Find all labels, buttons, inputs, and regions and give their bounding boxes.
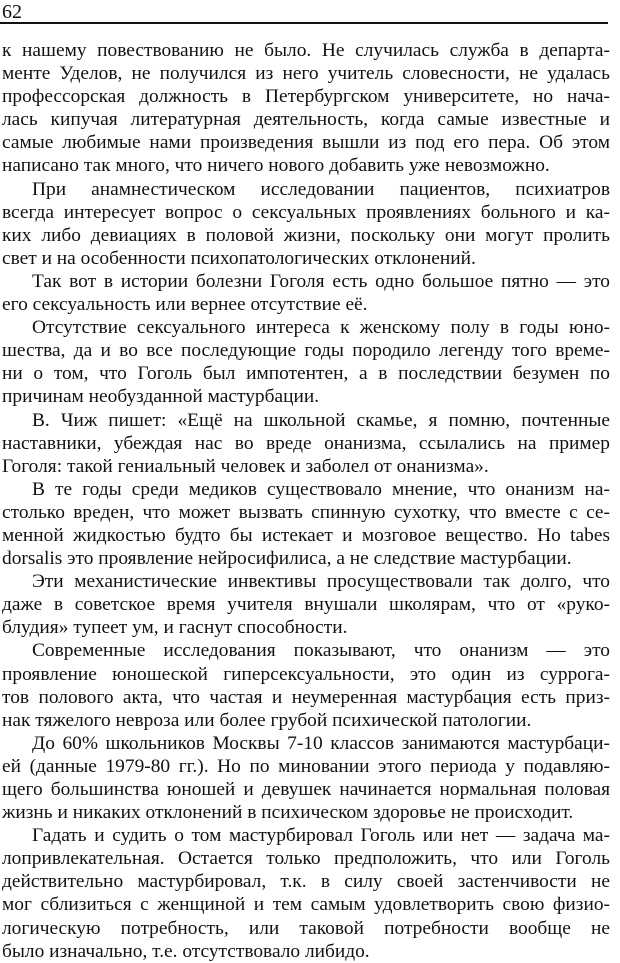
text-line: жизнь и никаких отклонений в психическом здоровье не происходит. [2,802,574,824]
text-line: Эти механистические инвективы просуществовали так долго, что [32,571,610,593]
page-body-text [2,39,610,963]
text-line: профессорская должность в Петербургском университете, но нача- [2,86,610,108]
text-line: ких либо девиациях в половой жизни, поскольку они могут пролить [2,224,610,246]
text-line: блудия» тупеет ум, и гаснут способности. [2,617,348,639]
text-line: самые любимые нами произведения вышли из под его пера. Об этом [2,132,610,154]
text-line: Гадать и судить о том мастурбировал Гоголь или нет — задача ма- [32,825,610,847]
text-line: было изначально, т.е. отсутствовало либидо. [2,940,370,962]
text-line: действительно мастурбировал, т.к. в силу своей застенчивости не [2,871,610,893]
text-line: шества, да и во все последующие годы породило легенду того време- [2,340,610,362]
text-line: к нашему повествованию не было. Не случилась служба в департа- [2,40,610,61]
text-line: При анамнестическом исследовании пациентов, психиатров [32,178,610,200]
text-line: Современные исследования показывают, что онанизм — это [32,640,610,662]
text-line: dorsalis это проявление нейросифилиса, а не следствие мастурбации. [2,548,572,570]
text-line: ни о том, что Гоголь был импотентен, а в последствии безумен по [2,363,610,385]
text-line: мог сблизиться с женщиной и тем самым удовлетворить свою физио- [2,894,610,916]
text-line: нак тяжелого невроза или более грубой психической патологии. [2,709,532,731]
text-line: менной жидкостью будто бы истекает и мозговое вещество. Но tabes [2,524,610,546]
text-line: его сексуальность или вернее отсутствие её. [2,294,368,316]
text-line: всегда интересует вопрос о сексуальных проявлениях больного и ка- [2,201,610,223]
text-line: написано так много, что ничего нового добавить уже невозможно. [2,155,550,177]
text-line: щего большинства юношей и девушек начинается нормальная половая [2,779,610,800]
text-line: наставники, убеждая нас во вреде онанизма, ссылались на пример [2,432,610,454]
page-number: 62 [2,1,22,23]
text-line: свет и на особенности психопатологических отклонений. [2,247,476,269]
text-line: проявление юношеской гиперсексуальности, это один из суррога- [2,663,610,685]
text-line: причинам необузданной мастурбации. [2,386,320,408]
text-line: В. Чиж пишет: «Ещё на школьной скамье, я помню, почтенные [32,409,610,431]
text-line: Гоголя: такой гениальный человек и заболел от онанизма». [2,455,489,477]
text-line: столько вреден, что может вызвать спинную сухотку, что вместе с се- [2,501,610,523]
text-line: Так вот в истории болезни Гоголя есть одно большое пятно — это [32,270,610,292]
text-line: Отсутствие сексуального интереса к женскому полу в годы юно- [32,317,610,339]
text-line: даже в советское время учителя внушали школярам, что от «руко- [2,594,610,616]
text-line: лась кипучая литературная деятельность, когда самые известные и [2,109,610,131]
text-line: лопривлекательная. Остается только предположить, что или Гоголь [2,848,610,870]
text-line: ей (данные 1979-80 гг.). Но по миновании этого периода у подавляю- [2,755,610,777]
text-line: менте Уделов, не получился из него учитель словесности, не удалась [2,63,610,85]
text-line: тов полового акта, что частая и неумеренная мастурбация есть приз- [2,686,610,708]
text-line: логическую потребность, или таковой потребности вообще не [2,917,610,939]
text-line: В те годы среди медиков существовало мнение, что онанизм на- [32,478,610,500]
text-line: До 60% школьников Москвы 7-10 классов занимаются мастурбаци- [32,732,610,754]
header-rule [0,22,608,24]
